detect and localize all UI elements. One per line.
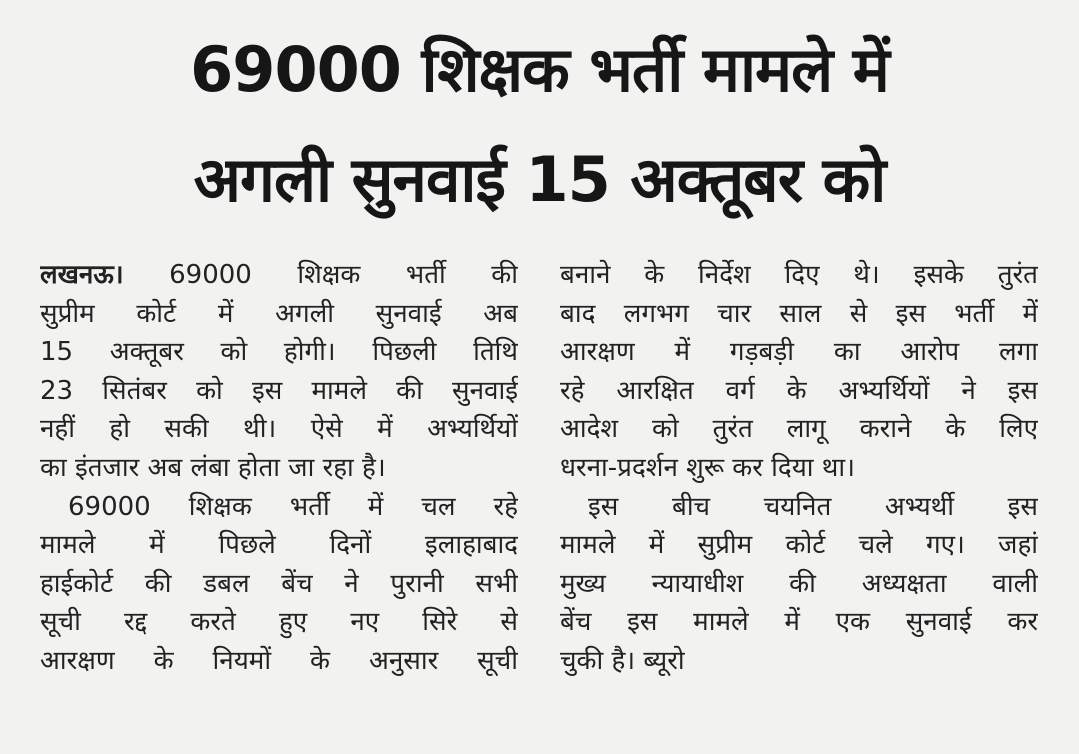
article-line: आरक्षण के नियमों के अनुसार सूची bbox=[40, 645, 518, 676]
article-line-text: 69000 शिक्षक भर्ती की bbox=[123, 260, 518, 290]
article-line: सुप्रीम कोर्ट में अगली सुनवाई अब bbox=[40, 298, 518, 329]
article-line: सूची रद्द करते हुए नए सिरे से bbox=[40, 607, 518, 638]
article-line: 15 अक्तूबर को होगी। पिछली तिथि bbox=[40, 337, 518, 368]
article-line: बाद लगभग चार साल से इस भर्ती में bbox=[560, 298, 1038, 329]
article-line: आरक्षण में गड़बड़ी का आरोप लगा bbox=[560, 337, 1038, 368]
article-column-right bbox=[560, 256, 1038, 754]
article-line: मामले में सुप्रीम कोर्ट चले गए। जहां bbox=[560, 530, 1038, 561]
article-column-left bbox=[40, 256, 518, 754]
article-line: मुख्य न्यायाधीश की अध्यक्षता वाली bbox=[560, 568, 1038, 599]
article-line: धरना-प्रदर्शन शुरू कर दिया था। bbox=[560, 452, 855, 483]
article-line: इस बीच चयनित अभ्यर्थी इस bbox=[588, 491, 1038, 522]
article-line: हाईकोर्ट की डबल बेंच ने पुरानी सभी bbox=[40, 568, 518, 599]
article-line: आदेश को तुरंत लागू कराने के लिए bbox=[560, 414, 1038, 445]
dateline: लखनऊ। bbox=[40, 260, 124, 290]
article-line: 69000 शिक्षक भर्ती में चल रहे bbox=[68, 491, 518, 522]
article-line: चुकी है। ब्यूरो bbox=[560, 645, 685, 676]
headline-line-1: 69000 शिक्षक भर्ती मामले में bbox=[190, 33, 889, 106]
article-line: बेंच इस मामले में एक सुनवाई कर bbox=[560, 607, 1038, 638]
article-line: रहे आरक्षित वर्ग के अभ्यर्थियों ने इस bbox=[560, 375, 1038, 406]
article-line: 23 सितंबर को इस मामले की सुनवाई bbox=[40, 375, 518, 406]
article-line: का इंतजार अब लंबा होता जा रहा है। bbox=[40, 452, 386, 483]
article-line: नहीं हो सकी थी। ऐसे में अभ्यर्थियों bbox=[40, 414, 518, 445]
article-line: बनाने के निर्देश दिए थे। इसके तुरंत bbox=[560, 260, 1038, 290]
article-line: मामले में पिछले दिनों इलाहाबाद bbox=[40, 530, 518, 561]
headline-line-2: अगली सुनवाई 15 अक्तूबर को bbox=[193, 143, 886, 216]
article-line bbox=[40, 256, 518, 295]
